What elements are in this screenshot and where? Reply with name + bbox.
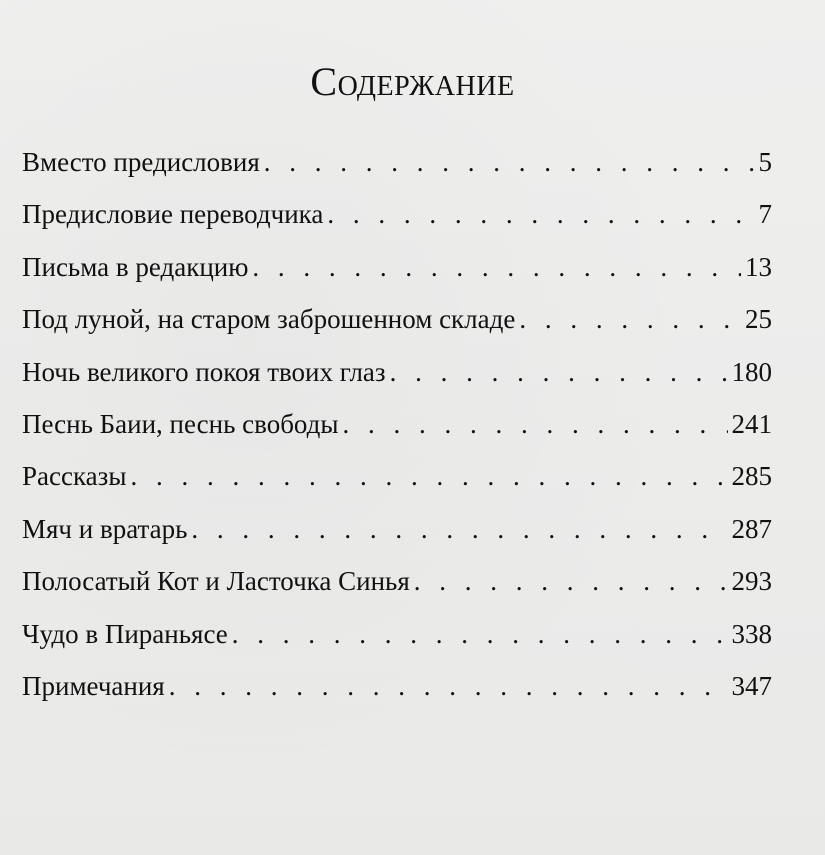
toc-entry-page: 25 xyxy=(745,304,772,335)
toc-dot-leader xyxy=(264,146,755,178)
toc-entry-page: 347 xyxy=(731,670,772,701)
toc-entry-page: 241 xyxy=(731,408,772,439)
toc-dot-leader xyxy=(519,303,741,335)
toc-entry-label: Предисловие переводчика xyxy=(22,199,324,230)
toc-entry-page: 5 xyxy=(758,147,772,177)
toc-dot-leader xyxy=(390,356,728,388)
toc-entry-page: 338 xyxy=(731,618,772,649)
toc-entry-label: Вместо предисловия xyxy=(22,147,260,177)
toc-entry-label: Песнь Баии, песнь свободы xyxy=(22,408,339,439)
toc-dot-leader xyxy=(191,513,727,545)
toc-entry-page: 180 xyxy=(731,356,772,387)
toc-entry-page: 293 xyxy=(731,566,772,597)
toc-entry xyxy=(22,408,772,460)
toc-entry-page: 285 xyxy=(731,461,772,492)
toc-entry xyxy=(22,198,772,250)
toc-entry xyxy=(22,460,772,512)
toc-entry-label: Полосатый Кот и Ласточка Синья xyxy=(22,566,410,597)
toc-dot-leader xyxy=(414,565,728,597)
toc-entry xyxy=(22,670,772,722)
toc-entry-label: Чудо в Пираньясе xyxy=(22,618,228,649)
toc-entry xyxy=(22,356,772,408)
toc-entry xyxy=(22,146,772,198)
toc-dot-leader xyxy=(169,670,728,702)
toc-entry-page: 13 xyxy=(745,251,772,282)
toc-entry xyxy=(22,618,772,670)
toc-dot-leader xyxy=(343,408,728,440)
toc-entry-page: 7 xyxy=(758,199,772,230)
toc-dot-leader xyxy=(232,618,728,650)
toc-entry-page: 287 xyxy=(731,513,772,544)
toc-entry-label: Мяч и вратарь xyxy=(22,513,188,544)
toc-entry xyxy=(22,251,772,303)
page-title: Содержание xyxy=(310,59,515,104)
toc-dot-leader xyxy=(130,460,727,492)
toc-entry xyxy=(22,513,772,565)
toc-entry-label: Рассказы xyxy=(22,461,127,492)
toc-entry-label: Ночь великого покоя твоих глаз xyxy=(22,356,386,387)
toc-dot-leader xyxy=(327,198,754,230)
toc-entry-label: Примечания xyxy=(22,670,165,701)
toc-entry xyxy=(22,565,772,617)
table-of-contents xyxy=(22,146,772,722)
toc-dot-leader xyxy=(252,251,741,283)
toc-entry xyxy=(22,303,772,355)
toc-entry-label: Письма в редакцию xyxy=(22,251,249,282)
toc-entry-label: Под луной, на старом заброшенном складе xyxy=(22,304,516,335)
